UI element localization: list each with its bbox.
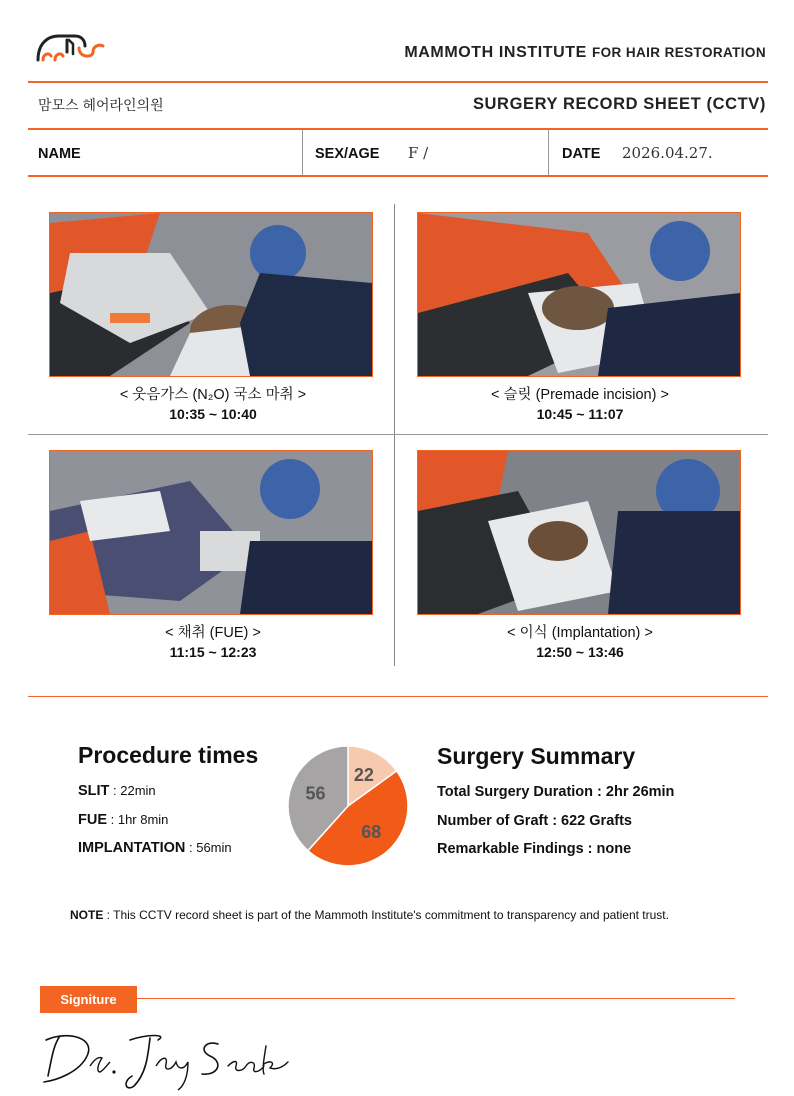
header-rule-top xyxy=(28,81,768,83)
summary-title: Surgery Summary xyxy=(437,743,636,769)
caption-step-4 xyxy=(410,624,750,662)
step-3-time: 11:15 ~ 12:23 xyxy=(169,644,257,660)
procedure-item-label: IMPLANTATION xyxy=(78,840,186,856)
cctv-photo-fue xyxy=(49,450,373,615)
pie-label-fue: 68 xyxy=(361,821,382,842)
section-rule xyxy=(28,696,768,697)
procedure-item-label: FUE xyxy=(78,812,107,828)
step-2-time: 10:45 ~ 11:07 xyxy=(536,406,624,422)
handwritten-signature xyxy=(38,1026,298,1092)
summary-grafts: Number of Graft : 622 Grafts xyxy=(437,813,632,829)
step-1-time: 10:35 ~ 10:40 xyxy=(169,406,257,422)
sheet-title: SURGERY RECORD SHEET (CCTV) xyxy=(472,95,766,113)
step-4-time: 12:50 ~ 13:46 xyxy=(536,644,624,660)
step-1-name: < 웃음가스 (N₂O) 국소 마취 > xyxy=(119,387,307,403)
step-3-name: < 채취 (FUE) > xyxy=(165,625,261,641)
cctv-photo-implantation xyxy=(417,450,741,615)
grid-vertical-divider xyxy=(394,204,395,666)
brand-main: MAMMOTH INSTITUTE xyxy=(404,44,587,61)
pie-label-slit: 22 xyxy=(353,765,374,786)
procedure-pie-chart xyxy=(286,744,410,868)
procedure-item-slit xyxy=(78,783,156,799)
note xyxy=(70,908,669,922)
caption-step-2 xyxy=(410,386,750,424)
caption-step-1 xyxy=(43,386,383,424)
clinic-name: 맘모스 헤어라인의원 xyxy=(38,97,164,113)
cctv-photo-slit xyxy=(417,212,741,377)
brand-sub: FOR HAIR RESTORATION xyxy=(591,45,766,60)
procedure-item-fue xyxy=(78,812,168,828)
field-divider xyxy=(302,130,303,176)
pie-label-implantation: 56 xyxy=(305,783,326,804)
procedure-item-implantation xyxy=(78,840,232,856)
cctv-photo-anesthesia xyxy=(49,212,373,377)
procedure-item-value: : 56min xyxy=(185,840,232,855)
summary-findings: Remarkable Findings : none xyxy=(437,841,632,857)
grid-horizontal-divider xyxy=(28,434,768,435)
procedure-item-label: SLIT xyxy=(78,783,110,799)
brand-name xyxy=(404,44,766,62)
signature-badge: Signiture xyxy=(40,986,137,1013)
sex-age-value: F / xyxy=(408,144,429,162)
date-label: DATE xyxy=(562,146,601,162)
procedure-title: Procedure times xyxy=(78,742,259,768)
note-text: : This CCTV record sheet is part of the Mammoth Institute's commitment to transparency and patient trust. xyxy=(103,908,669,922)
mammoth-logo xyxy=(35,26,107,66)
name-label: NAME xyxy=(38,146,81,162)
caption-step-3 xyxy=(43,624,383,662)
header-rule-bottom xyxy=(28,175,768,177)
step-4-name: < 이식 (Implantation) > xyxy=(507,625,653,641)
field-divider xyxy=(548,130,549,176)
signature-line xyxy=(137,998,735,999)
sex-age-label: SEX/AGE xyxy=(315,146,380,162)
summary-duration: Total Surgery Duration : 2hr 26min xyxy=(437,784,675,800)
date-value: 2026.04.27. xyxy=(622,144,713,162)
procedure-item-value: : 22min xyxy=(109,783,156,798)
header-rule-mid xyxy=(28,128,768,130)
procedure-item-value: : 1hr 8min xyxy=(107,812,169,827)
step-2-name: < 슬릿 (Premade incision) > xyxy=(491,387,669,403)
note-label: NOTE xyxy=(70,908,104,922)
